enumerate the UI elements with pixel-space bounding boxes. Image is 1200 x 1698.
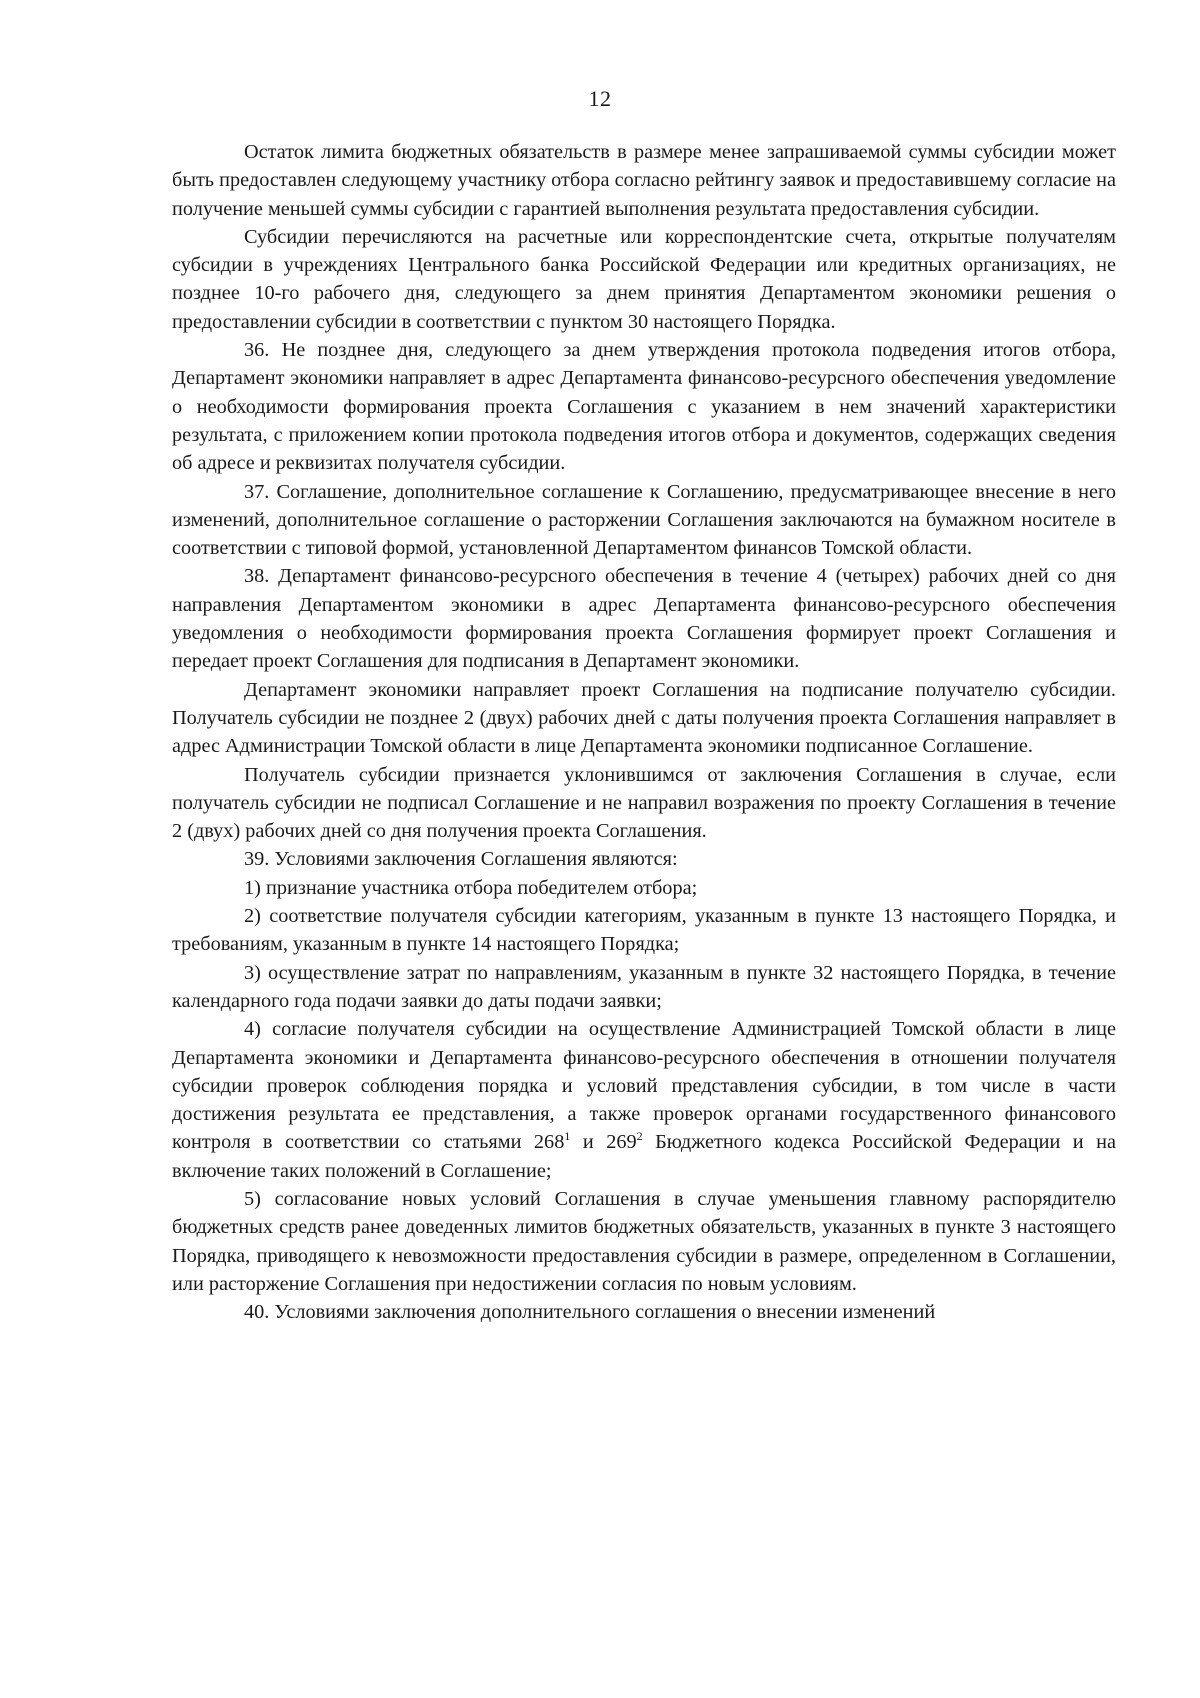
paragraph-39: 39. Условиями заключения Соглашения являются: — [244, 848, 678, 871]
superscript-1: 1 — [564, 1129, 571, 1144]
list-item-5: 5) согласование новых условий Соглашения в случае уменьшения главному распорядителю бюджетных средств ранее доведенных лимитов бюджетных обязательств, указанных в пункте 3 настоящего Порядка, приводящего к невозможности предоставления субсидии в размере, определенном в Соглашении, или расторжение Соглашения при недостижении согласия по новым условиям. — [172, 1187, 1116, 1295]
list-item-1: 1) признание участника отбора победителем отбора; — [244, 876, 698, 899]
list-item-4-text-start: 4) согласие получателя субсидии на осуществление Администрацией Томской области в лице Департамента экономики и Департамента финансово-ресурсного обеспечения в отношении получателя субсидии проверок соблюдения порядка и условий представления субсидии, в том числе в части достижения результата ее представления, а также проверок органами государственного финансового контроля в соответствии со статьями 268 — [172, 1018, 1116, 1154]
paragraph-signing: Департамент экономики направляет проект Соглашения на подписание получателю субсидии. Получатель субсидии не позднее 2 (двух) рабочих дней с даты получения проекта Соглашения направляет в адрес Администрации Томской области в лице Департамента экономики подписанное Соглашение. — [172, 678, 1116, 758]
list-item-3: 3) осуществление затрат по направлениям, указанным в пункте 32 настоящего Порядка, в течение календарного года подачи заявки до даты подачи заявки; — [172, 961, 1116, 1012]
superscript-2: 2 — [636, 1129, 643, 1144]
paragraph-36: 36. Не позднее дня, следующего за днем утверждения протокола подведения итогов отбора, Департамент экономики направляет в адрес Департамента финансово-ресурсного обеспечения уведомление о необходимости формирования проекта Соглашения с указанием в нем значений характеристики результата, с приложением копии протокола подведения итогов отбора и документов, содержащих сведения об адресе и реквизитах получателя субсидии. — [172, 339, 1116, 475]
page-number: 12 — [588, 86, 612, 111]
paragraph-subsidy-transfer: Субсидии перечисляются на расчетные или корреспондентские счета, открытые получателям субсидии в учреждениях Центрального банка Российской Федерации или кредитных организациях, не позднее 10-го рабочего дня, следующего за днем принятия Департаментом экономики решения о предоставлении субсидии в соответствии с пунктом 30 настоящего Порядка. — [172, 225, 1116, 333]
list-item-4 — [172, 1015, 1116, 1185]
paragraph-evasion: Получатель субсидии признается уклонившимся от заключения Соглашения в случае, если получатель субсидии не подписал Соглашение и не направил возражения по проекту Соглашения в течение 2 (двух) рабочих дней со дня получения проекта Соглашения. — [172, 763, 1116, 843]
paragraph-remaining-limit: Остаток лимита бюджетных обязательств в размере менее запрашиваемой суммы субсидии может быть предоставлен следующему участнику отбора согласно рейтингу заявок и предоставившему согласие на получение меньшей суммы субсидии с гарантией выполнения результата предоставления субсидии. — [172, 141, 1116, 220]
list-item-4-text-end: Бюджетного кодекса Российской Федерации и на включение таких положений в Соглашение; — [172, 1131, 1116, 1182]
list-item-2: 2) соответствие получателя субсидии категориям, указанным в пункте 13 настоящего Порядка, и требованиям, указанным в пункте 14 настоящего Порядка; — [172, 905, 1116, 956]
document-body — [172, 138, 1116, 1326]
list-item-4-text-middle: и 269 — [570, 1131, 637, 1154]
paragraph-38: 38. Департамент финансово-ресурсного обеспечения в течение 4 (четырех) рабочих дней со дня направления Департаментом экономики в адрес Департамента финансово-ресурсного обеспечения уведомления о необходимости формирования проекта Соглашения формирует проект Соглашения и передает проект Соглашения для подписания в Департамент экономики. — [172, 565, 1116, 673]
paragraph-37: 37. Соглашение, дополнительное соглашение к Соглашению, предусматривающее внесение в него изменений, дополнительное соглашение о расторжении Соглашения заключаются на бумажном носителе в соответствии с типовой формой, установленной Департаментом финансов Томской области. — [172, 480, 1116, 560]
paragraph-40: 40. Условиями заключения дополнительного соглашения о внесении изменений — [244, 1301, 936, 1324]
